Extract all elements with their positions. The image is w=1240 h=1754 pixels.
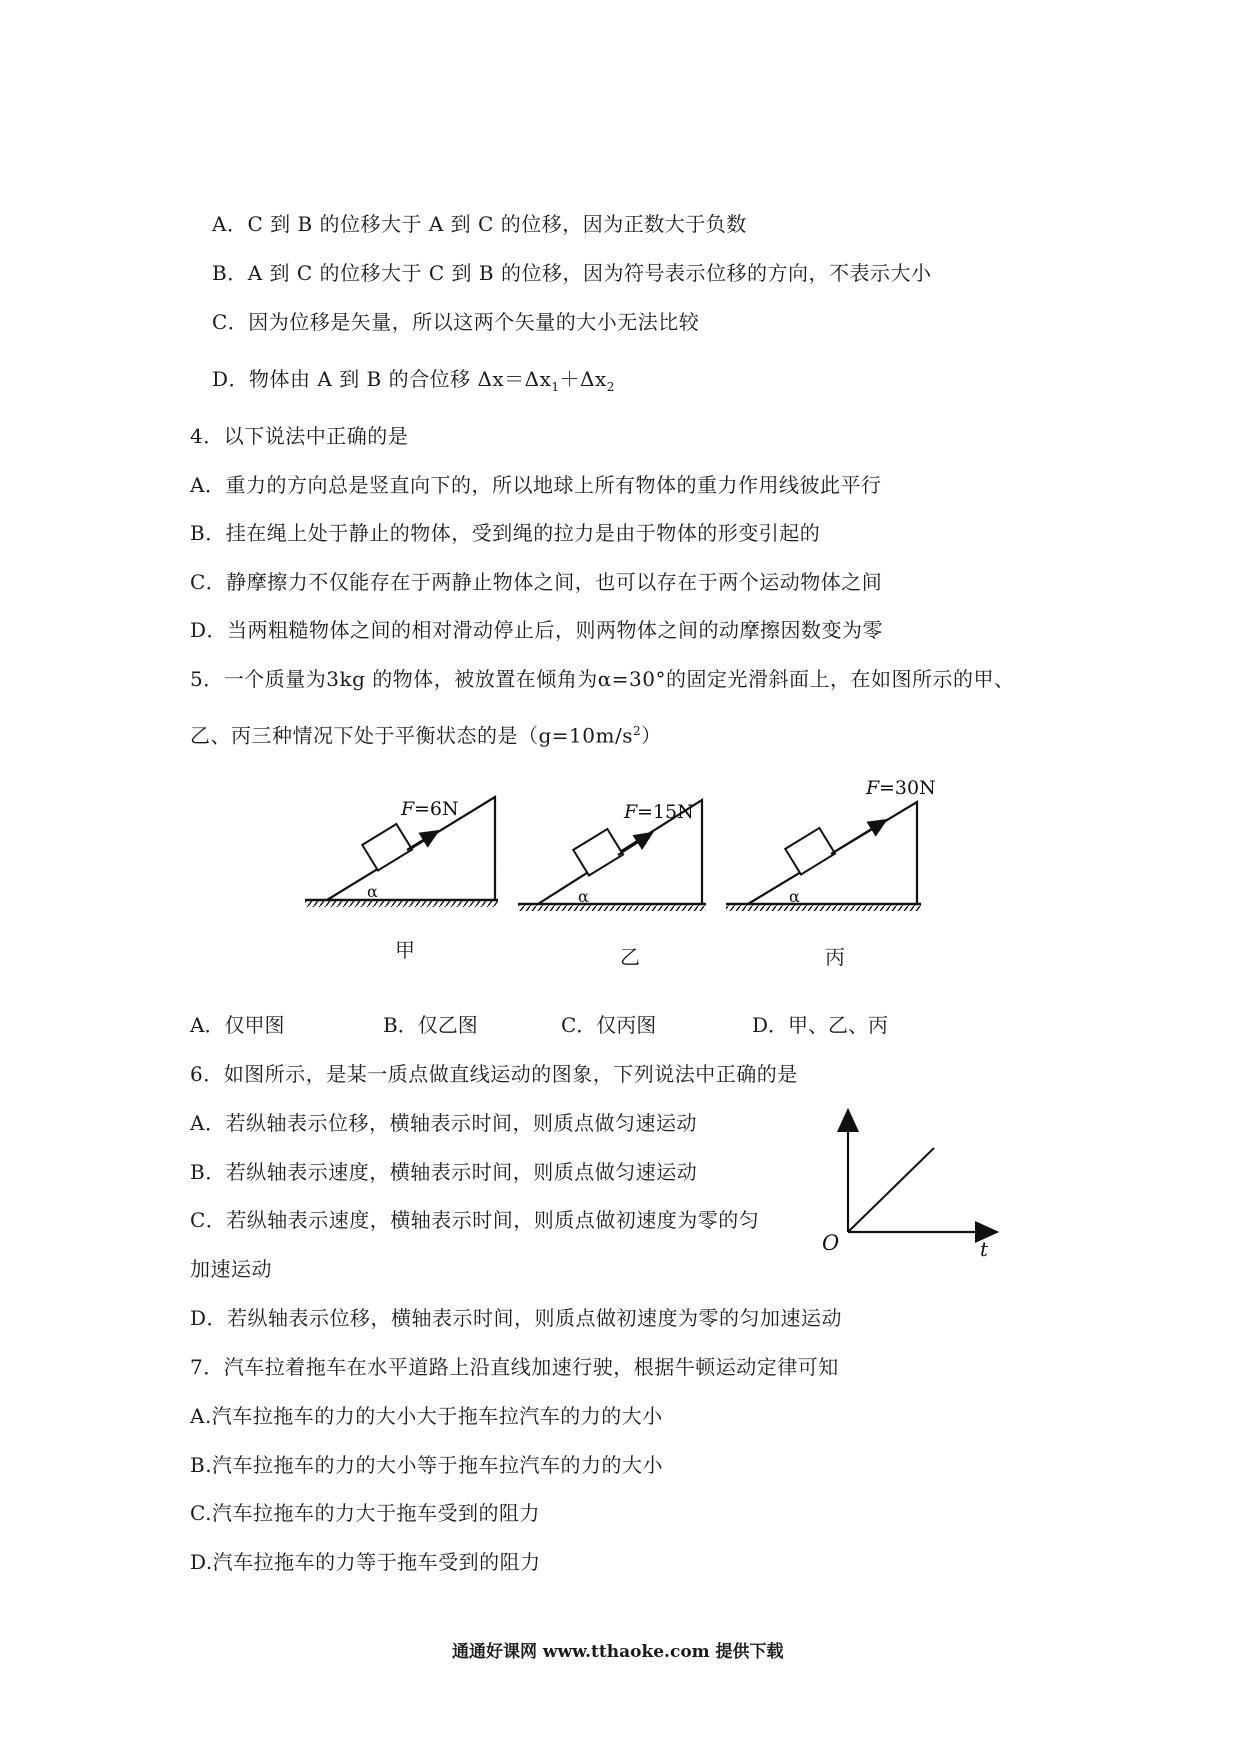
q7-option-c: C.汽车拉拖车的力大于拖车受到的阻力 — [190, 1501, 540, 1525]
force-label-var: F — [624, 801, 638, 823]
q5-option-d: D．甲、乙、丙 — [752, 1013, 889, 1037]
q6-option-b: B．若纵轴表示速度，横轴表示时间，则质点做匀速运动 — [190, 1160, 698, 1184]
angle-label: α — [578, 887, 589, 906]
origin-label: O — [822, 1231, 840, 1255]
q5-option-c: C．仅丙图 — [561, 1013, 657, 1037]
figure-caption-yi: 乙 — [620, 945, 640, 969]
q6-option-c-line2: 加速运动 — [190, 1257, 272, 1281]
q3-option-d-prefix: D．物体由 A 到 B 的合位移 Δx＝Δx — [212, 367, 552, 391]
block — [785, 828, 835, 874]
angle-label: α — [367, 882, 378, 901]
q6-option-c-line1: C．若纵轴表示速度，横轴表示时间，则质点做初速度为零的匀 — [190, 1208, 760, 1232]
graph-line — [848, 1148, 934, 1232]
figure-jia — [305, 797, 498, 907]
q7-stem: 7．汽车拉着拖车在水平道路上沿直线加速行驶，根据牛顿运动定律可知 — [190, 1355, 839, 1379]
block — [573, 829, 623, 875]
figure-caption-jia: 甲 — [395, 938, 415, 962]
q6-option-d: D．若纵轴表示位移，横轴表示时间，则质点做初速度为零的匀加速运动 — [190, 1306, 843, 1330]
force-arrow — [407, 831, 438, 850]
q5-option-b: B．仅乙图 — [383, 1013, 478, 1037]
force-label-var: F — [401, 798, 415, 820]
q5-stem-line1: 5．一个质量为3kg 的物体，被放置在倾角为α=30°的固定光滑斜面上，在如图所示的甲、 — [190, 667, 1015, 691]
q5-option-a: A．仅甲图 — [190, 1013, 285, 1037]
q3-option-a: A．C 到 B 的位移大于 A 到 C 的位移，因为正数大于负数 — [212, 212, 747, 236]
q5-stem-line2-suffix: ） — [641, 723, 662, 748]
q4-option-c: C．静摩擦力不仅能存在于两静止物体之间，也可以存在于两个运动物体之间 — [190, 570, 883, 594]
q5-stem-line2 — [190, 718, 662, 749]
figure-bing — [726, 777, 936, 911]
q6-linear-graph — [812, 1100, 1022, 1265]
q5-stem-line2-prefix: 乙、丙三种情况下处于平衡状态的是（g=10m/s — [190, 723, 633, 748]
q7-option-a: A.汽车拉拖车的力的大小大于拖车拉汽车的力的大小 — [190, 1404, 663, 1428]
q4-stem: 4．以下说法中正确的是 — [190, 424, 409, 448]
q3-option-b: B．A 到 C 的位移大于 C 到 B 的位移，因为符号表示位移的方向，不表示大小 — [212, 261, 932, 285]
force-arrow — [831, 820, 886, 854]
q3-option-d-mid: ＋Δx — [559, 367, 607, 391]
q6-stem: 6．如图所示，是某一质点做直线运动的图象，下列说法中正确的是 — [190, 1062, 798, 1086]
figure-caption-bing: 丙 — [825, 945, 845, 969]
q6-option-a: A．若纵轴表示位移，横轴表示时间，则质点做匀速运动 — [190, 1111, 697, 1135]
block — [362, 824, 412, 870]
figure-yi — [518, 800, 706, 911]
q3-option-d-sub2: 2 — [606, 380, 615, 394]
q4-option-d: D．当两粗糙物体之间的相对滑动停止后，则两物体之间的动摩擦因数变为零 — [190, 618, 884, 642]
force-label-value: =30N — [879, 777, 936, 799]
q4-option-b: B．挂在绳上处于静止的物体，受到绳的拉力是由于物体的形变引起的 — [190, 521, 821, 545]
force-label-value: =6N — [414, 798, 459, 820]
force-label-var: F — [866, 777, 880, 799]
q3-option-d — [212, 366, 615, 400]
q3-option-d-sub1: 1 — [551, 380, 560, 394]
x-axis-label: t — [980, 1237, 989, 1261]
q7-option-d: D.汽车拉拖车的力等于拖车受到的阻力 — [190, 1550, 541, 1574]
page-footer: 通通好课网 www.tthaoke.com 提供下载 — [452, 1642, 784, 1662]
q5-incline-figures — [290, 770, 970, 940]
q7-option-b: B.汽车拉拖车的力的大小等于拖车拉汽车的力的大小 — [190, 1453, 664, 1477]
q3-option-c: C．因为位移是矢量，所以这两个矢量的大小无法比较 — [212, 310, 700, 334]
angle-label: α — [789, 887, 800, 906]
force-arrow — [618, 833, 652, 855]
force-label-value: =15N — [637, 801, 694, 823]
q4-option-a: A．重力的方向总是竖直向下的，所以地球上所有物体的重力作用线彼此平行 — [190, 473, 882, 497]
q5-stem-line2-sup: 2 — [632, 724, 642, 738]
